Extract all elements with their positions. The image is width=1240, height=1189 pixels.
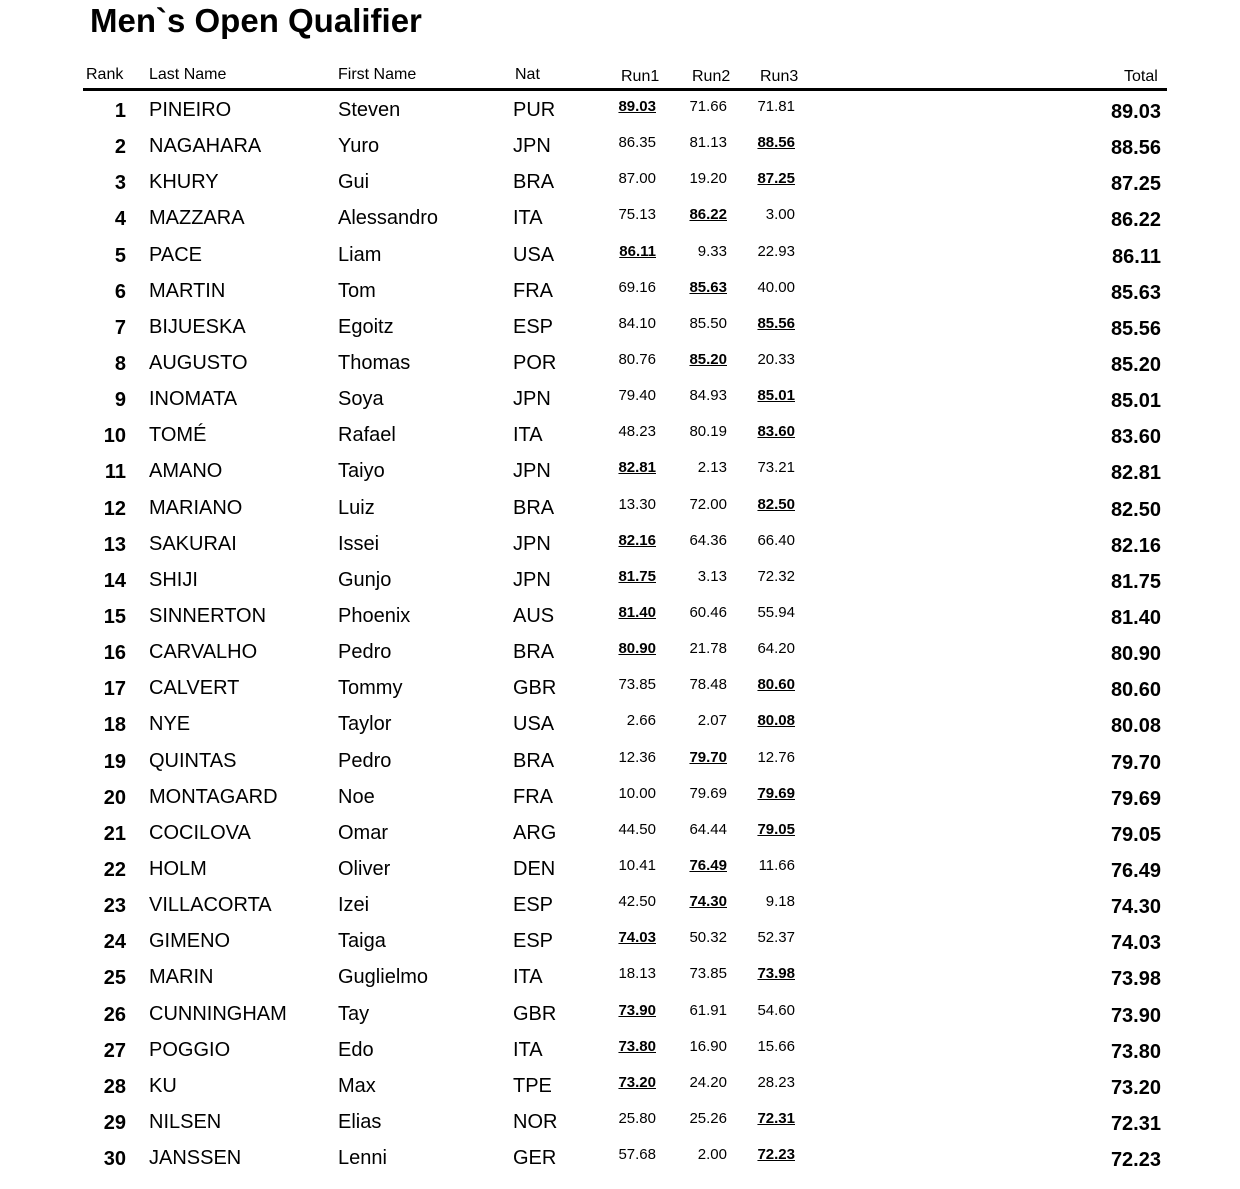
run2-cell: 2.13 — [697, 459, 727, 477]
run1-cell: 82.81 — [618, 459, 656, 477]
nat-cell: ITA — [513, 966, 543, 989]
run3-cell: 20.33 — [757, 350, 795, 368]
first-name-cell: Pedro — [338, 641, 392, 664]
header-divider — [83, 88, 1167, 91]
first-name-cell: Gunjo — [338, 568, 392, 591]
total-cell: 74.03 — [1110, 932, 1161, 955]
total-cell: 74.30 — [1110, 896, 1161, 919]
run3-cell: 85.01 — [757, 387, 795, 405]
run2-cell: 3.13 — [697, 567, 727, 585]
rank-cell: 6 — [114, 280, 126, 303]
table-row — [0, 526, 1240, 562]
total-cell: 73.98 — [1110, 968, 1161, 991]
run1-cell: 89.03 — [618, 98, 656, 115]
rank-cell: 21 — [103, 822, 126, 845]
total-cell: 86.11 — [1112, 245, 1161, 268]
total-cell: 82.50 — [1110, 498, 1161, 521]
last-name-cell: KU — [149, 1074, 177, 1097]
run1-cell: 12.36 — [618, 748, 656, 766]
run1-cell: 2.66 — [626, 712, 656, 730]
first-name-cell: Egoitz — [338, 315, 394, 338]
nat-cell: AUS — [513, 604, 555, 627]
rank-cell: 14 — [103, 569, 126, 592]
last-name-cell: GIMENO — [149, 930, 231, 953]
total-cell: 80.90 — [1110, 643, 1161, 666]
first-name-cell: Elias — [338, 1110, 382, 1133]
last-name-cell: SINNERTON — [149, 604, 267, 627]
run2-cell: 85.63 — [689, 278, 727, 296]
last-name-cell: POGGIO — [149, 1038, 231, 1061]
header-last-name: Last Name — [149, 66, 227, 83]
table-row — [0, 815, 1240, 851]
nat-cell: ITA — [513, 207, 543, 230]
run3-cell: 87.25 — [757, 170, 795, 188]
run1-cell: 87.00 — [618, 170, 656, 188]
nat-cell: JPN — [513, 135, 551, 158]
run3-cell: 40.00 — [757, 278, 795, 296]
last-name-cell: NILSEN — [149, 1110, 222, 1133]
first-name-cell: Rafael — [338, 424, 396, 447]
total-cell: 85.56 — [1110, 317, 1161, 340]
run2-cell: 86.22 — [689, 206, 727, 224]
total-cell: 85.01 — [1110, 390, 1161, 413]
nat-cell: BRA — [513, 171, 555, 194]
last-name-cell: NYE — [149, 713, 191, 736]
nat-cell: ESP — [513, 894, 554, 917]
first-name-cell: Edo — [338, 1038, 374, 1061]
run2-cell: 72.00 — [689, 495, 727, 513]
table-row — [0, 562, 1240, 598]
run1-cell: 75.13 — [618, 206, 656, 224]
run1-cell: 82.16 — [618, 531, 656, 549]
run1-cell: 73.85 — [618, 676, 656, 694]
total-cell: 85.20 — [1110, 353, 1161, 376]
run1-cell: 80.76 — [618, 350, 656, 368]
run2-cell: 79.69 — [689, 784, 727, 802]
total-cell: 86.22 — [1110, 209, 1161, 232]
total-cell: 89.03 — [1110, 101, 1161, 123]
first-name-cell: Guglielmo — [338, 966, 429, 989]
nat-cell: JPN — [513, 460, 551, 483]
run2-cell: 60.46 — [689, 603, 727, 621]
run2-cell: 85.50 — [689, 314, 727, 332]
total-cell: 79.70 — [1110, 751, 1161, 774]
first-name-cell: Taiyo — [338, 460, 385, 483]
rank-cell: 3 — [114, 172, 126, 195]
nat-cell: FRA — [513, 785, 553, 808]
total-cell: 73.90 — [1110, 1004, 1161, 1027]
nat-cell: PUR — [513, 99, 556, 121]
table-row — [0, 309, 1240, 345]
rank-cell: 18 — [103, 714, 126, 737]
table-row — [0, 706, 1240, 742]
table-row — [0, 1068, 1240, 1104]
table-row — [0, 996, 1240, 1032]
table-row — [0, 1140, 1240, 1176]
last-name-cell: KHURY — [149, 171, 219, 194]
last-name-cell: NAGAHARA — [149, 135, 262, 158]
table-row — [0, 634, 1240, 670]
run3-cell: 72.31 — [757, 1109, 795, 1127]
last-name-cell: MARTIN — [149, 279, 226, 302]
first-name-cell: Taylor — [338, 713, 392, 736]
rank-cell: 8 — [114, 352, 126, 375]
total-cell: 76.49 — [1110, 859, 1161, 882]
rank-cell: 29 — [103, 1111, 126, 1134]
run2-cell: 24.20 — [689, 1073, 727, 1091]
table-row — [0, 237, 1240, 273]
last-name-cell: INOMATA — [149, 388, 238, 411]
run3-cell: 73.98 — [757, 965, 795, 983]
total-cell: 85.63 — [1110, 281, 1161, 304]
header-nat: Nat — [515, 66, 540, 83]
run2-cell: 25.26 — [689, 1109, 727, 1127]
first-name-cell: Taiga — [338, 930, 386, 953]
run1-cell: 10.00 — [618, 784, 656, 802]
run3-cell: 82.50 — [757, 495, 795, 513]
run3-cell: 80.60 — [757, 676, 795, 694]
header-first-name: First Name — [338, 66, 417, 83]
table-row — [0, 598, 1240, 634]
first-name-cell: Pedro — [338, 749, 392, 772]
total-cell: 79.69 — [1110, 787, 1161, 810]
last-name-cell: HOLM — [149, 857, 207, 880]
run3-cell: 79.05 — [757, 820, 795, 838]
run1-cell: 57.68 — [618, 1146, 656, 1164]
rank-cell: 9 — [114, 389, 126, 412]
run3-cell: 71.81 — [757, 98, 795, 115]
table-row — [0, 490, 1240, 526]
run3-cell: 12.76 — [757, 748, 795, 766]
run2-cell: 64.36 — [689, 531, 727, 549]
first-name-cell: Liam — [338, 243, 382, 266]
run2-cell: 76.49 — [689, 856, 727, 874]
first-name-cell: Gui — [338, 171, 370, 194]
table-row — [0, 670, 1240, 706]
nat-cell: NOR — [513, 1110, 558, 1133]
run2-cell: 9.33 — [697, 242, 727, 260]
run1-cell: 86.35 — [618, 134, 656, 152]
run3-cell: 28.23 — [757, 1073, 795, 1091]
table-row — [0, 92, 1240, 128]
results-table — [0, 92, 1240, 1176]
table-row — [0, 887, 1240, 923]
last-name-cell: JANSSEN — [149, 1147, 242, 1170]
nat-cell: ITA — [513, 424, 543, 447]
run1-cell: 73.80 — [618, 1037, 656, 1055]
run2-cell: 2.00 — [697, 1146, 727, 1164]
first-name-cell: Tom — [338, 279, 376, 302]
run2-cell: 21.78 — [689, 640, 727, 658]
total-cell: 79.05 — [1110, 823, 1161, 846]
total-cell: 72.23 — [1110, 1149, 1161, 1172]
nat-cell: FRA — [513, 279, 553, 302]
run3-cell: 55.94 — [757, 603, 795, 621]
first-name-cell: Soya — [338, 388, 384, 411]
last-name-cell: COCILOVA — [149, 821, 251, 844]
table-row — [0, 851, 1240, 887]
run1-cell: 74.03 — [618, 929, 656, 947]
run1-cell: 84.10 — [618, 314, 656, 332]
rank-cell: 23 — [103, 895, 126, 918]
run3-cell: 9.18 — [765, 893, 795, 911]
run1-cell: 10.41 — [618, 856, 656, 874]
table-row — [0, 743, 1240, 779]
run3-cell: 66.40 — [757, 531, 795, 549]
last-name-cell: CARVALHO — [149, 641, 258, 664]
run3-cell: 83.60 — [757, 423, 795, 441]
run1-cell: 13.30 — [618, 495, 656, 513]
run2-cell: 78.48 — [689, 676, 727, 694]
total-cell: 87.25 — [1110, 173, 1161, 196]
table-row — [0, 417, 1240, 453]
last-name-cell: SHIJI — [149, 568, 198, 591]
run2-cell: 64.44 — [689, 820, 727, 838]
total-cell: 88.56 — [1110, 137, 1161, 160]
nat-cell: ESP — [513, 315, 554, 338]
run3-cell: 11.66 — [758, 856, 795, 874]
run2-cell: 16.90 — [689, 1037, 727, 1055]
last-name-cell: AMANO — [149, 460, 223, 483]
total-cell: 82.16 — [1110, 534, 1161, 557]
total-cell: 81.40 — [1110, 606, 1161, 629]
nat-cell: JPN — [513, 532, 551, 555]
first-name-cell: Issei — [338, 532, 380, 555]
nat-cell: BRA — [513, 496, 555, 519]
last-name-cell: MONTAGARD — [149, 785, 278, 808]
run3-cell: 73.21 — [757, 459, 795, 477]
total-cell: 73.20 — [1110, 1076, 1161, 1099]
run1-cell: 48.23 — [618, 423, 656, 441]
run1-cell: 73.90 — [618, 1001, 656, 1019]
header-total: Total — [1124, 68, 1158, 85]
total-cell: 72.31 — [1110, 1112, 1161, 1135]
page-title: Men`s Open Qualifier — [90, 2, 422, 39]
rank-cell: 7 — [114, 316, 126, 339]
last-name-cell: VILLACORTA — [149, 894, 272, 917]
table-header — [0, 66, 1240, 90]
run2-cell: 79.70 — [689, 748, 727, 766]
table-row — [0, 200, 1240, 236]
first-name-cell: Yuro — [338, 135, 380, 158]
run1-cell: 73.20 — [618, 1073, 656, 1091]
rank-cell: 10 — [103, 425, 126, 448]
run3-cell: 52.37 — [757, 929, 795, 947]
run2-cell: 81.13 — [689, 134, 727, 152]
run3-cell: 64.20 — [757, 640, 795, 658]
last-name-cell: CALVERT — [149, 677, 240, 700]
rank-cell: 28 — [103, 1075, 126, 1098]
run3-cell: 79.69 — [757, 784, 795, 802]
total-cell: 82.81 — [1110, 462, 1161, 485]
last-name-cell: MARIN — [149, 966, 214, 989]
rank-cell: 13 — [103, 533, 126, 556]
total-cell: 81.75 — [1110, 570, 1161, 593]
run3-cell: 88.56 — [757, 134, 795, 152]
run1-cell: 81.40 — [618, 603, 656, 621]
last-name-cell: SAKURAI — [149, 532, 237, 555]
first-name-cell: Thomas — [338, 351, 411, 374]
run2-cell: 50.32 — [689, 929, 727, 947]
last-name-cell: AUGUSTO — [149, 351, 248, 374]
total-cell: 73.80 — [1110, 1040, 1161, 1063]
run1-cell: 86.11 — [619, 242, 656, 260]
run1-cell: 69.16 — [618, 278, 656, 296]
last-name-cell: MAZZARA — [149, 207, 245, 230]
rank-cell: 24 — [103, 931, 126, 954]
run2-cell: 2.07 — [697, 712, 727, 730]
nat-cell: BRA — [513, 641, 555, 664]
table-row — [0, 1032, 1240, 1068]
run2-cell: 71.66 — [689, 98, 727, 115]
header-rank: Rank — [86, 66, 124, 83]
rank-cell: 12 — [103, 497, 126, 520]
nat-cell: ESP — [513, 930, 554, 953]
rank-cell: 25 — [103, 967, 126, 990]
table-row — [0, 381, 1240, 417]
run2-cell: 85.20 — [689, 350, 727, 368]
rank-cell: 17 — [103, 678, 126, 701]
rank-cell: 1 — [114, 100, 126, 122]
run1-cell: 25.80 — [618, 1109, 656, 1127]
nat-cell: USA — [513, 713, 555, 736]
run1-cell: 18.13 — [618, 965, 656, 983]
first-name-cell: Steven — [338, 99, 401, 121]
last-name-cell: MARIANO — [149, 496, 243, 519]
run2-cell: 74.30 — [689, 893, 727, 911]
table-row — [0, 779, 1240, 815]
run2-cell: 19.20 — [689, 170, 727, 188]
run3-cell: 3.00 — [765, 206, 795, 224]
last-name-cell: PACE — [149, 243, 202, 266]
rank-cell: 16 — [103, 642, 126, 665]
first-name-cell: Oliver — [338, 857, 391, 880]
nat-cell: ARG — [513, 821, 557, 844]
nat-cell: JPN — [513, 388, 551, 411]
run2-cell: 80.19 — [689, 423, 727, 441]
nat-cell: USA — [513, 243, 555, 266]
run3-cell: 22.93 — [757, 242, 795, 260]
nat-cell: JPN — [513, 568, 551, 591]
rank-cell: 20 — [103, 786, 126, 809]
nat-cell: POR — [513, 351, 557, 374]
nat-cell: ITA — [513, 1038, 543, 1061]
header-run3: Run3 — [760, 68, 799, 85]
first-name-cell: Tommy — [338, 677, 403, 700]
last-name-cell: PINEIRO — [149, 99, 232, 121]
run3-cell: 80.08 — [757, 712, 795, 730]
run1-cell: 42.50 — [618, 893, 656, 911]
run2-cell: 84.93 — [689, 387, 727, 405]
first-name-cell: Izei — [338, 894, 370, 917]
last-name-cell: TOMÉ — [149, 424, 207, 447]
first-name-cell: Phoenix — [338, 604, 411, 627]
rank-cell: 11 — [104, 461, 126, 484]
rank-cell: 27 — [103, 1039, 126, 1062]
table-row — [0, 273, 1240, 309]
last-name-cell: BIJUESKA — [149, 315, 246, 338]
header-run2: Run2 — [692, 68, 731, 85]
rank-cell: 26 — [103, 1003, 126, 1026]
run2-cell: 61.91 — [689, 1001, 727, 1019]
nat-cell: BRA — [513, 749, 555, 772]
run1-cell: 79.40 — [618, 387, 656, 405]
table-row — [0, 959, 1240, 995]
table-row — [0, 453, 1240, 489]
run2-cell: 73.85 — [689, 965, 727, 983]
total-cell: 80.60 — [1110, 679, 1161, 702]
total-cell: 83.60 — [1110, 426, 1161, 449]
first-name-cell: Omar — [338, 821, 388, 844]
run3-cell: 85.56 — [757, 314, 795, 332]
rank-cell: 30 — [103, 1148, 126, 1171]
first-name-cell: Luiz — [338, 496, 375, 519]
total-cell: 80.08 — [1110, 715, 1161, 738]
table-row — [0, 164, 1240, 200]
run1-cell: 44.50 — [618, 820, 656, 838]
first-name-cell: Tay — [338, 1002, 370, 1025]
nat-cell: GBR — [513, 677, 557, 700]
run1-cell: 81.75 — [618, 567, 656, 585]
rank-cell: 4 — [114, 208, 126, 231]
first-name-cell: Noe — [338, 785, 375, 808]
first-name-cell: Max — [338, 1074, 376, 1097]
nat-cell: TPE — [513, 1074, 552, 1097]
table-row — [0, 128, 1240, 164]
header-run1: Run1 — [621, 68, 660, 85]
rank-cell: 22 — [103, 858, 126, 881]
rank-cell: 19 — [103, 750, 126, 773]
rank-cell: 5 — [114, 244, 126, 267]
run1-cell: 80.90 — [618, 640, 656, 658]
nat-cell: GBR — [513, 1002, 557, 1025]
rank-cell: 2 — [114, 136, 126, 159]
last-name-cell: QUINTAS — [149, 749, 237, 772]
first-name-cell: Lenni — [338, 1147, 387, 1170]
nat-cell: DEN — [513, 857, 556, 880]
rank-cell: 15 — [103, 605, 126, 628]
nat-cell: GER — [513, 1147, 557, 1170]
table-row — [0, 923, 1240, 959]
table-row — [0, 1104, 1240, 1140]
first-name-cell: Alessandro — [338, 207, 439, 230]
run3-cell: 72.32 — [757, 567, 795, 585]
table-row — [0, 345, 1240, 381]
run3-cell: 15.66 — [757, 1037, 795, 1055]
run3-cell: 54.60 — [757, 1001, 795, 1019]
run3-cell: 72.23 — [757, 1146, 795, 1164]
last-name-cell: CUNNINGHAM — [149, 1002, 287, 1025]
